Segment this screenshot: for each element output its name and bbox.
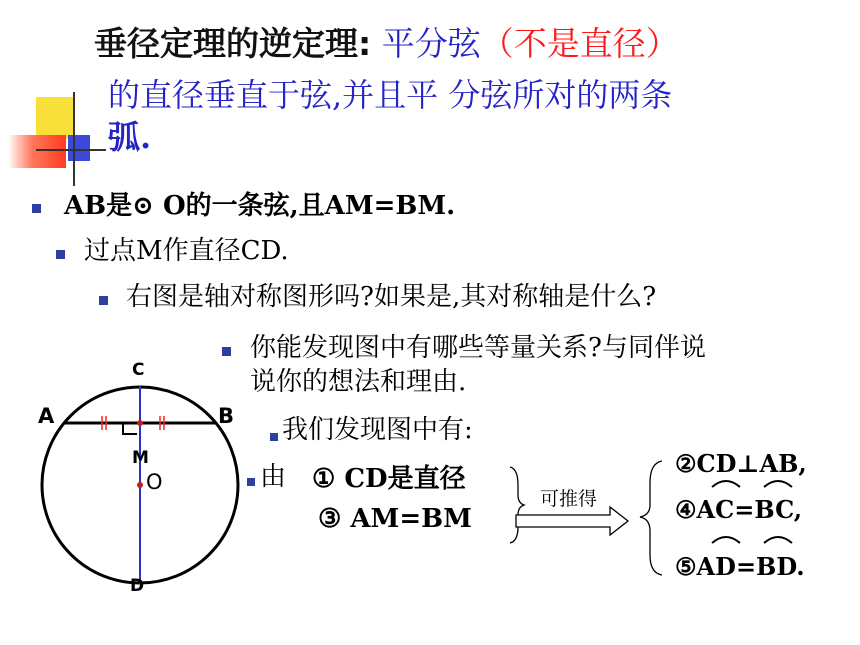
bullet-4-line1: 你能发现图中有哪些等量关系?与同伴说 xyxy=(250,333,706,363)
reason-cond2: ③ AM=BM xyxy=(318,504,472,534)
arc-ac-icon xyxy=(712,481,740,487)
label-c: C xyxy=(132,360,145,380)
bullet-2: 过点M作直径CD. xyxy=(84,236,289,266)
title-line2 xyxy=(108,74,808,158)
result-2: ④AC=BC, xyxy=(675,495,803,524)
reason-cond1: ① CD是直径 xyxy=(312,464,466,494)
arc-symbols xyxy=(700,475,820,565)
result-3: ⑤AD=BD. xyxy=(675,552,805,581)
label-b: B xyxy=(218,404,235,428)
decor-vertical-line xyxy=(73,92,75,186)
right-brace xyxy=(510,467,524,543)
title-line2-text: 的直径垂直于弦,并且平 分弦所对的两条 xyxy=(108,76,673,114)
arc-bd-icon xyxy=(764,537,792,543)
slide-title xyxy=(94,22,834,66)
label-d: D xyxy=(130,576,145,596)
point-o xyxy=(137,482,143,488)
bullet-marker-5 xyxy=(270,433,278,441)
reason-prefix: 由 xyxy=(260,462,287,492)
title-heading: 垂径定理的逆定理: xyxy=(94,24,372,63)
bullet-1: AB是⊙ O的一条弦,且AM=BM. xyxy=(64,191,456,221)
circle-figure xyxy=(20,350,260,610)
right-angle-mark xyxy=(123,423,137,434)
label-o: O xyxy=(146,470,163,494)
label-a: A xyxy=(38,404,55,428)
bullet-marker-2 xyxy=(56,250,65,259)
left-brace xyxy=(640,461,662,575)
title-part2: （不是直径） xyxy=(480,24,679,63)
arc-bc-icon xyxy=(764,481,792,487)
result-1: ②CD⊥AB, xyxy=(675,449,807,478)
bullet-5: 我们发现图中有: xyxy=(282,415,473,445)
bullet-marker-1 xyxy=(32,204,41,213)
decor-yellow-square xyxy=(36,97,74,139)
arrow-label: 可推得 xyxy=(540,488,598,510)
decor-horizontal-line xyxy=(36,149,106,151)
title-line3-text: 弧. xyxy=(108,118,152,156)
label-m: M xyxy=(132,448,149,468)
reasoning-arrow-graphic xyxy=(500,455,670,585)
bullet-marker-3 xyxy=(99,296,108,305)
arc-ad-icon xyxy=(712,537,740,543)
decor-blue-square xyxy=(68,135,90,161)
title-part1: 平分弦 xyxy=(381,24,481,63)
right-arrow-icon xyxy=(516,507,628,535)
bullet-4-line2: 说你的想法和理由. xyxy=(250,367,467,397)
bullet-3: 右图是轴对称图形吗?如果是,其对称轴是什么? xyxy=(126,282,657,312)
point-m xyxy=(137,420,143,426)
decor-red-block xyxy=(8,135,66,168)
